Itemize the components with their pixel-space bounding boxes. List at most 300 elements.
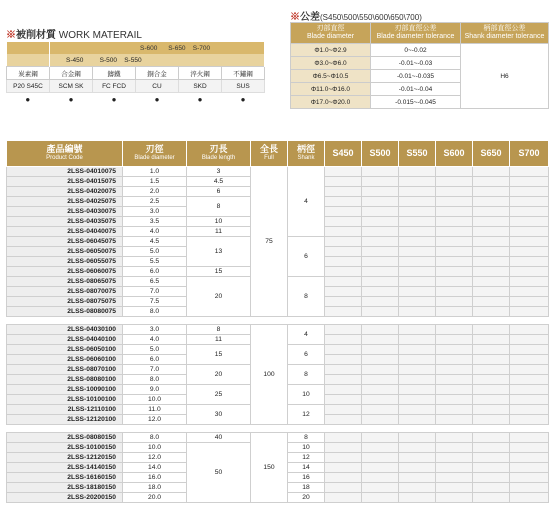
series-s650: S-650 <box>168 44 186 52</box>
product-code: 2LSS-12120150 <box>7 453 123 463</box>
series-cell <box>436 433 473 443</box>
shank-diameter: 8 <box>288 365 325 385</box>
product-code: 2LSS-08080100 <box>7 375 123 385</box>
product-code: 2LSS-04010075 <box>7 167 123 177</box>
series-cell <box>325 187 362 197</box>
series-cell <box>510 307 549 317</box>
shank-diameter: 8 <box>288 277 325 317</box>
series-cell <box>510 287 549 297</box>
series-cell <box>473 325 510 335</box>
series-cell <box>510 365 549 375</box>
series-cell <box>436 217 473 227</box>
series-cell <box>510 237 549 247</box>
series-cell <box>399 493 436 503</box>
column-header-zh: 柄徑 <box>296 143 315 154</box>
header-en: Blade diameter tolerance <box>376 33 455 40</box>
series-cell <box>362 443 399 453</box>
column-header-zh: 產品編號 <box>46 143 83 154</box>
series-cell <box>362 297 399 307</box>
work-material-title-zh: 被削材質 <box>16 30 56 41</box>
series-s500: S-500 <box>99 56 117 64</box>
blade-diameter: 9.0 <box>123 385 187 395</box>
column-header-en: Full <box>264 154 274 161</box>
series-s550: S-550 <box>124 56 142 64</box>
full-length: 150 <box>251 433 288 503</box>
series-cell <box>399 453 436 463</box>
series-cell <box>436 325 473 335</box>
spacer-cell <box>7 317 549 325</box>
material-label: 銅合金 <box>136 67 179 80</box>
blade-diameter: 7.5 <box>123 297 187 307</box>
series-cell <box>399 307 436 317</box>
product-table-body <box>7 167 549 503</box>
column-header <box>510 141 549 167</box>
header-en: Shank diameter tolerance <box>464 33 545 40</box>
blade-diameter: 10.0 <box>123 443 187 453</box>
product-code: 2LSS-16160150 <box>7 473 123 483</box>
series-cell <box>436 307 473 317</box>
product-code: 2LSS-04025075 <box>7 197 123 207</box>
column-header-en: Blade diameter <box>134 154 175 161</box>
blade-length: 8 <box>187 325 251 335</box>
series-cell <box>473 187 510 197</box>
series-cell <box>510 277 549 287</box>
series-cell <box>510 177 549 187</box>
shank-diameter: 10 <box>288 443 325 453</box>
diameter-range: Φ1.0~Φ2.9 <box>291 44 371 57</box>
series-cell <box>325 277 362 287</box>
series-cell <box>325 463 362 473</box>
series-cell <box>436 197 473 207</box>
suitable-dot-icon: ● <box>222 93 265 107</box>
series-cell <box>362 207 399 217</box>
blade-diameter: 2.0 <box>123 187 187 197</box>
column-header-zh: S650 <box>480 148 502 158</box>
series-cell <box>473 335 510 345</box>
series-cell <box>436 277 473 287</box>
column-header-zh: S500 <box>369 148 391 158</box>
series-cell <box>399 335 436 345</box>
series-cell <box>473 217 510 227</box>
series-cell <box>399 247 436 257</box>
series-cell <box>510 257 549 267</box>
full-length: 100 <box>251 325 288 425</box>
series-cell <box>325 287 362 297</box>
series-cell <box>362 287 399 297</box>
series-cell <box>325 483 362 493</box>
series-cell <box>510 415 549 425</box>
shank-diameter: 6 <box>288 345 325 365</box>
series-cell <box>399 187 436 197</box>
series-cell <box>436 177 473 187</box>
blade-length: 10 <box>187 217 251 227</box>
product-code: 2LSS-08065075 <box>7 277 123 287</box>
product-code: 2LSS-06050100 <box>7 345 123 355</box>
series-cell <box>362 365 399 375</box>
blade-diameter: 7.0 <box>123 365 187 375</box>
series-cell <box>436 443 473 453</box>
column-header-en: Shank <box>297 154 315 161</box>
series-cell <box>510 385 549 395</box>
product-code: 2LSS-04030075 <box>7 207 123 217</box>
series-cell <box>473 307 510 317</box>
product-code: 2LSS-10100150 <box>7 443 123 453</box>
series-cell <box>473 375 510 385</box>
series-cell <box>510 355 549 365</box>
column-header <box>362 141 399 167</box>
series-cell <box>436 375 473 385</box>
series-cell <box>473 267 510 277</box>
series-cell <box>362 325 399 335</box>
series-cell <box>362 415 399 425</box>
column-header-zh: S450 <box>332 148 354 158</box>
blade-diameter: 4.0 <box>123 335 187 345</box>
shank-diameter: 12 <box>288 405 325 425</box>
series-cell <box>399 405 436 415</box>
blade-diameter: 10.0 <box>123 395 187 405</box>
blade-diameter: 3.5 <box>123 217 187 227</box>
series-cell <box>510 227 549 237</box>
series-cell <box>362 375 399 385</box>
group-spacer <box>7 425 549 433</box>
series-cell <box>473 443 510 453</box>
series-cell <box>473 277 510 287</box>
series-cell <box>399 217 436 227</box>
series-cell <box>325 237 362 247</box>
series-cell <box>436 187 473 197</box>
series-cell <box>399 197 436 207</box>
product-code: 2LSS-06060100 <box>7 355 123 365</box>
shank-diameter: 4 <box>288 167 325 237</box>
column-header <box>399 141 436 167</box>
series-cell <box>399 237 436 247</box>
series-cell <box>362 493 399 503</box>
series-cell <box>362 453 399 463</box>
product-code: 2LSS-20200150 <box>7 493 123 503</box>
material-label: 鑄鐵 <box>93 67 136 80</box>
series-cell <box>473 415 510 425</box>
tolerance-header-row <box>291 23 549 44</box>
series-cell <box>362 187 399 197</box>
blade-diameter: 1.0 <box>123 167 187 177</box>
series-cell <box>325 335 362 345</box>
column-header-en: Blade length <box>201 154 236 161</box>
series-cell <box>473 395 510 405</box>
series-cell <box>362 227 399 237</box>
series-cell <box>473 227 510 237</box>
series-cell <box>399 385 436 395</box>
blade-length: 20 <box>187 277 251 317</box>
suitable-dot-icon: ● <box>179 93 222 107</box>
column-header <box>473 141 510 167</box>
series-cell <box>510 187 549 197</box>
blade-length: 50 <box>187 443 251 503</box>
shank-diameter: 4 <box>288 325 325 345</box>
series-cell <box>510 217 549 227</box>
series-cell <box>325 443 362 453</box>
series-cell <box>473 177 510 187</box>
column-header <box>7 141 123 167</box>
material-value: P20 S45C <box>7 80 50 93</box>
material-value: SCM SK <box>50 80 93 93</box>
series-s700: S-700 <box>192 44 211 52</box>
series-cell <box>399 277 436 287</box>
series-cell <box>399 345 436 355</box>
series-cell <box>399 483 436 493</box>
diameter-tolerance: 0~-0.02 <box>371 44 461 57</box>
column-header <box>288 141 325 167</box>
series-cell <box>510 267 549 277</box>
work-material-title <box>6 26 142 41</box>
product-code: 2LSS-10090100 <box>7 385 123 395</box>
series-cell <box>325 433 362 443</box>
series-cell <box>473 453 510 463</box>
blade-diameter: 8.0 <box>123 375 187 385</box>
spacer-cell <box>7 425 549 433</box>
product-code: 2LSS-12110100 <box>7 405 123 415</box>
series-cell <box>325 207 362 217</box>
series-row-2 <box>7 54 265 67</box>
tolerance-header <box>371 23 461 44</box>
tolerance-header <box>291 23 371 44</box>
series-cell <box>362 307 399 317</box>
series-cell <box>362 247 399 257</box>
product-code: 2LSS-04020075 <box>7 187 123 197</box>
product-code: 2LSS-04015075 <box>7 177 123 187</box>
series-cell <box>436 345 473 355</box>
product-code: 2LSS-10100100 <box>7 395 123 405</box>
header-zh: 刃部直徑公差 <box>394 25 437 32</box>
shank-diameter: 14 <box>288 463 325 473</box>
series-cell <box>399 365 436 375</box>
series-cell <box>362 217 399 227</box>
series-cell <box>436 473 473 483</box>
series-cell <box>473 385 510 395</box>
series-cell <box>362 237 399 247</box>
column-header <box>123 141 187 167</box>
blade-length: 4.5 <box>187 177 251 187</box>
series-cell <box>436 453 473 463</box>
series-cell <box>436 247 473 257</box>
series-cell <box>473 197 510 207</box>
blade-diameter: 12.0 <box>123 453 187 463</box>
series-cell <box>510 405 549 415</box>
series-cell <box>399 463 436 473</box>
column-header <box>187 141 251 167</box>
suitable-dot-icon: ● <box>50 93 93 107</box>
header-zh: 刃部直徑 <box>316 25 345 32</box>
blade-diameter: 6.0 <box>123 267 187 277</box>
series-cell <box>362 463 399 473</box>
product-code: 2LSS-04035075 <box>7 217 123 227</box>
series-cell <box>325 375 362 385</box>
suitable-dot-icon: ● <box>7 93 50 107</box>
series-cell <box>436 395 473 405</box>
series-cell <box>436 355 473 365</box>
blade-diameter: 16.0 <box>123 473 187 483</box>
blade-diameter: 12.0 <box>123 415 187 425</box>
series-cell <box>362 257 399 267</box>
product-code: 2LSS-04040100 <box>7 335 123 345</box>
series-cell <box>510 453 549 463</box>
series-cell <box>399 267 436 277</box>
series-cell <box>362 267 399 277</box>
series-cell <box>399 207 436 217</box>
series-cell <box>399 297 436 307</box>
series-cell <box>399 287 436 297</box>
series-cell <box>325 307 362 317</box>
series-cell <box>362 385 399 395</box>
series-cell <box>325 385 362 395</box>
series-cell <box>510 433 549 443</box>
series-cell <box>436 257 473 267</box>
blade-length: 3 <box>187 167 251 177</box>
tolerance-title-sub: (S450\500\550\600\650\700) <box>320 13 422 22</box>
series-cell <box>473 473 510 483</box>
asterisk-mark-icon: ※ <box>290 12 300 23</box>
material-value: CU <box>136 80 179 93</box>
tolerance-title-zh: 公差 <box>300 12 320 23</box>
diameter-range: Φ17.0~Φ20.0 <box>291 96 371 109</box>
product-code: 2LSS-06050075 <box>7 247 123 257</box>
series-cell <box>362 345 399 355</box>
series-cell <box>436 237 473 247</box>
series-cell <box>399 257 436 267</box>
blade-diameter: 14.0 <box>123 463 187 473</box>
material-value: SUS <box>222 80 265 93</box>
material-label: 淬火鋼 <box>179 67 222 80</box>
series-cell <box>510 443 549 453</box>
series-cell <box>399 395 436 405</box>
blade-length: 40 <box>187 433 251 443</box>
diameter-tolerance: -0.01~-0.04 <box>371 83 461 96</box>
series-cell <box>325 355 362 365</box>
series-cell <box>436 493 473 503</box>
product-code: 2LSS-04040075 <box>7 227 123 237</box>
series-cell <box>399 355 436 365</box>
series-cell <box>436 227 473 237</box>
series-cell <box>362 473 399 483</box>
product-code: 2LSS-06045075 <box>7 237 123 247</box>
column-header-zh: S600 <box>443 148 465 158</box>
series-cell <box>473 247 510 257</box>
diameter-tolerance: -0.015~-0.045 <box>371 96 461 109</box>
series-cell <box>325 177 362 187</box>
column-header-zh: S550 <box>406 148 428 158</box>
series-cell <box>473 287 510 297</box>
series-cell <box>325 365 362 375</box>
series-cell <box>510 297 549 307</box>
material-label: 不鏽鋼 <box>222 67 265 80</box>
series-cell <box>362 483 399 493</box>
series-cell <box>473 167 510 177</box>
series-cell <box>510 207 549 217</box>
series-cell <box>510 335 549 345</box>
series-cell <box>510 167 549 177</box>
series-cell <box>399 227 436 237</box>
series-cell <box>362 433 399 443</box>
shank-diameter: 10 <box>288 385 325 405</box>
series-cell <box>473 463 510 473</box>
blade-diameter: 5.5 <box>123 257 187 267</box>
tolerance-table <box>290 22 549 109</box>
work-material-table <box>6 42 265 106</box>
blade-diameter: 8.0 <box>123 307 187 317</box>
series-cell <box>473 365 510 375</box>
column-header-zh: S700 <box>518 148 540 158</box>
product-code: 2LSS-08080075 <box>7 307 123 317</box>
shank-diameter: 12 <box>288 453 325 463</box>
blade-diameter: 6.5 <box>123 277 187 287</box>
blade-diameter: 8.0 <box>123 433 187 443</box>
series-cell <box>362 335 399 345</box>
series-cell <box>399 415 436 425</box>
series-cell <box>325 325 362 335</box>
series-cell <box>362 405 399 415</box>
blade-length: 11 <box>187 335 251 345</box>
shank-diameter: 8 <box>288 433 325 443</box>
series-cell <box>325 257 362 267</box>
product-code: 2LSS-04030100 <box>7 325 123 335</box>
product-code: 2LSS-08070075 <box>7 287 123 297</box>
blade-diameter: 3.0 <box>123 207 187 217</box>
series-cell <box>325 415 362 425</box>
series-cell <box>473 345 510 355</box>
diameter-tolerance: -0.01~-0.03 <box>371 57 461 70</box>
series-cell <box>510 197 549 207</box>
blade-diameter: 4.0 <box>123 227 187 237</box>
series-cell <box>473 237 510 247</box>
table-row <box>7 433 549 443</box>
group-spacer <box>7 317 549 325</box>
series-cell <box>510 345 549 355</box>
full-length: 75 <box>251 167 288 317</box>
shank-diameter: 16 <box>288 473 325 483</box>
blade-length: 6 <box>187 187 251 197</box>
column-header <box>325 141 362 167</box>
series-cell <box>473 207 510 217</box>
series-cell <box>510 483 549 493</box>
blade-length: 20 <box>187 365 251 385</box>
series-cell <box>362 355 399 365</box>
series-cell <box>473 493 510 503</box>
blade-diameter: 2.5 <box>123 197 187 207</box>
blade-diameter: 5.0 <box>123 345 187 355</box>
column-header-zh: 刃長 <box>209 143 228 154</box>
series-cell <box>362 167 399 177</box>
series-cell <box>510 493 549 503</box>
blade-length: 11 <box>187 227 251 237</box>
series-cell <box>436 167 473 177</box>
series-cell <box>510 325 549 335</box>
column-header-zh: 刃徑 <box>145 143 164 154</box>
diameter-range: Φ6.5~Φ10.5 <box>291 70 371 83</box>
series-row-1 <box>7 42 265 54</box>
shank-diameter: 20 <box>288 493 325 503</box>
series-cell <box>399 325 436 335</box>
series-cell <box>473 297 510 307</box>
column-header-zh: 全長 <box>259 143 278 154</box>
series-cell <box>436 335 473 345</box>
product-table <box>6 140 549 503</box>
product-code: 2LSS-12120100 <box>7 415 123 425</box>
series-cell <box>473 433 510 443</box>
blade-diameter: 4.5 <box>123 237 187 247</box>
product-code: 2LSS-06060075 <box>7 267 123 277</box>
blade-length: 15 <box>187 345 251 365</box>
header-en: Blade diameter <box>306 33 355 40</box>
work-material-title-en: WORK MATERAIL <box>58 30 142 41</box>
